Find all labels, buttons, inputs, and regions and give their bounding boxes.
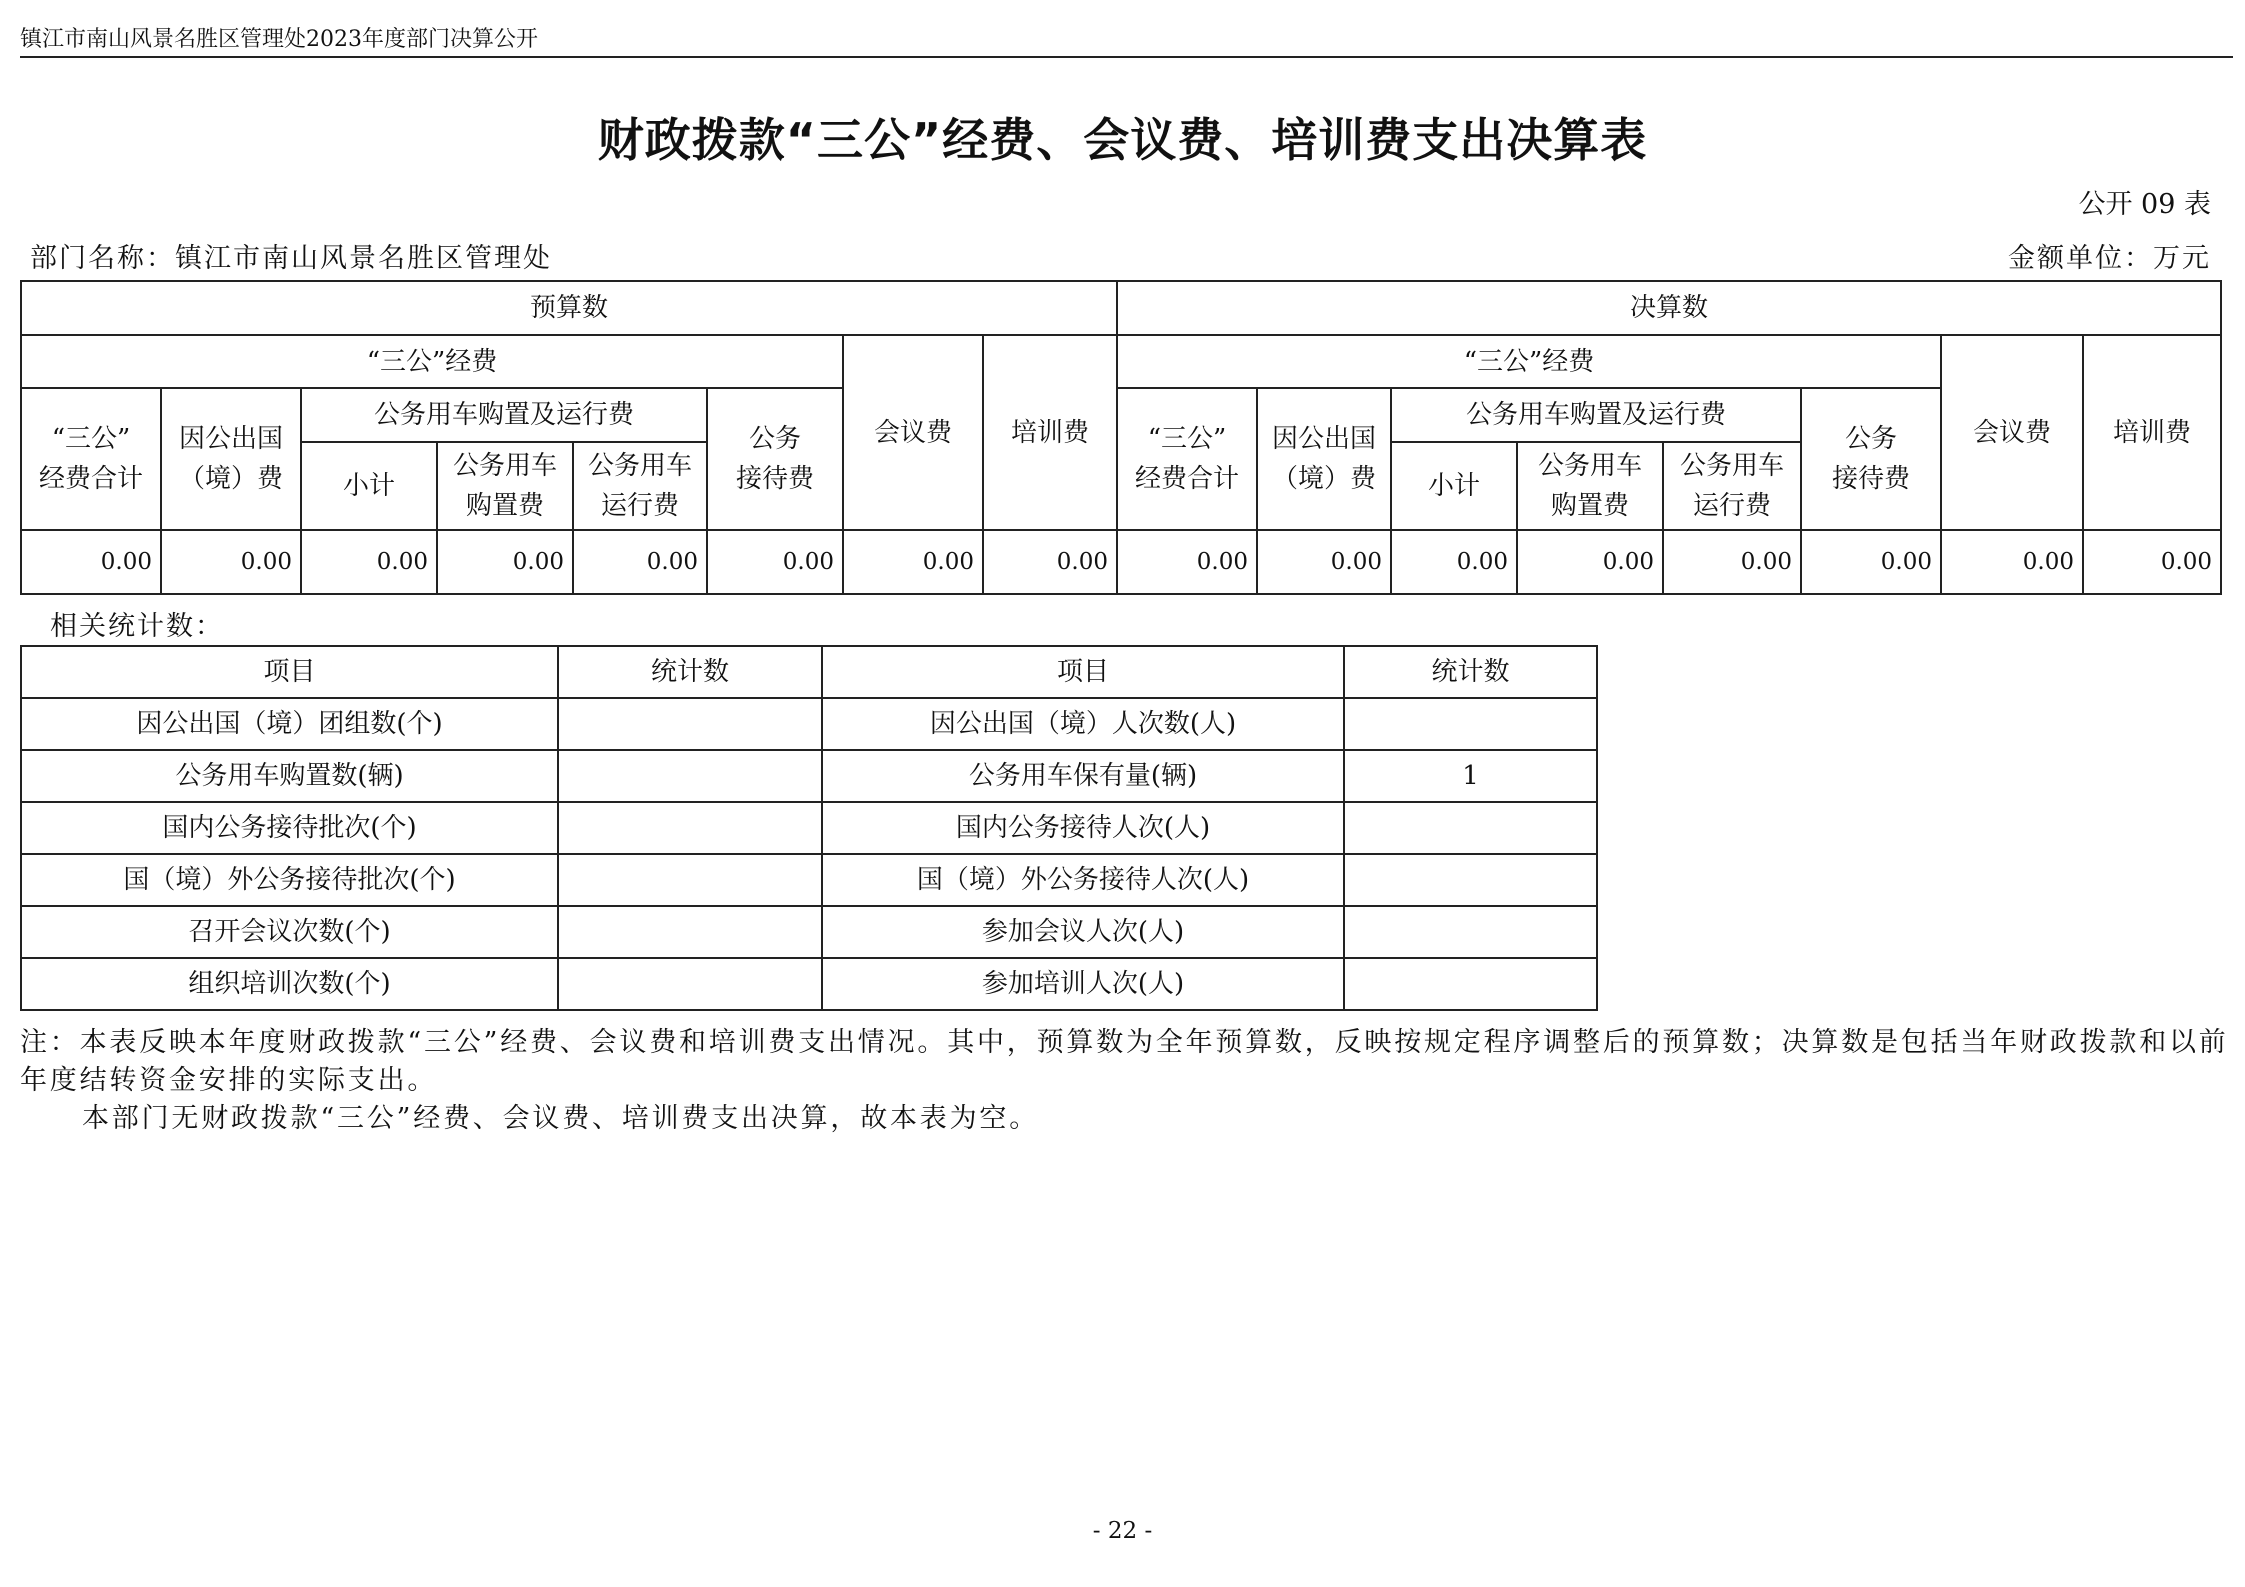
table-row [21,802,1597,854]
stat-item: 国（境）外公务接待批次(个) [21,854,558,906]
final-meeting-value: 0.00 [1941,530,2083,594]
stat-value [1344,854,1597,906]
budget-sangong-header: “三公”经费 [21,335,843,388]
budget-header: 预算数 [21,281,1117,335]
stat-item: 国（境）外公务接待人次(人) [822,854,1344,906]
page-title: 财政拨款“三公”经费、会议费、培训费支出决算表 [597,113,1648,167]
form-number: 公开 09 表 [2078,189,2211,220]
page-number: - 22 - [1092,1518,1153,1544]
final-purchase-header: 公务用车 购置费 [1517,442,1663,530]
budget-subtotal-header: 小计 [301,442,437,530]
stat-header-row [21,646,1597,698]
stat-value [558,698,822,750]
stat-value [1344,958,1597,1010]
final-total-value: 0.00 [1117,530,1257,594]
budget-vehicle-header: 公务用车购置及运行费 [301,388,707,442]
stat-header-count: 统计数 [1344,646,1597,698]
stat-header-item: 项目 [822,646,1344,698]
statistics-label: 相关统计数： [50,611,224,642]
budget-abroad-value: 0.00 [161,530,301,594]
budget-abroad-header: 因公出国 （境）费 [161,388,301,530]
budget-total-header: “三公” 经费合计 [21,388,161,530]
final-abroad-header: 因公出国 （境）费 [1257,388,1391,530]
statistics-table [20,645,1598,1011]
stat-item: 组织培训次数(个) [21,958,558,1010]
stat-header-item: 项目 [21,646,558,698]
document-header: 镇江市南山风景名胜区管理处2023年度部门决算公开 [20,27,538,52]
final-sangong-header: “三公”经费 [1117,335,1941,388]
stat-item: 国内公务接待人次(人) [822,802,1344,854]
note-explanation: 注：本表反映本年度财政拨款“三公”经费、会议费和培训费支出情况。其中，预算数为全年预算数，反映按规定程序调整后的预算数；决算数是包括当年财政拨款和以前年度结转资金安排的实际支出。 [20,1027,2229,1096]
budget-operation-value: 0.00 [573,530,707,594]
expenditure-table [20,280,2222,595]
final-reception-value: 0.00 [1801,530,1941,594]
note-empty-statement: 本部门无财政拨款“三公”经费、会议费、培训费支出决算，故本表为空。 [82,1103,1040,1134]
final-purchase-value: 0.00 [1517,530,1663,594]
table-row [21,958,1597,1010]
table-notes [20,1024,2230,1138]
stat-item: 公务用车保有量(辆) [822,750,1344,802]
stat-item: 参加会议人次(人) [822,906,1344,958]
final-vehicle-header: 公务用车购置及运行费 [1391,388,1801,442]
budget-training-value: 0.00 [983,530,1117,594]
stat-item: 国内公务接待批次(个) [21,802,558,854]
stat-value: 1 [1344,750,1597,802]
final-abroad-value: 0.00 [1257,530,1391,594]
table-row [21,698,1597,750]
final-subtotal-value: 0.00 [1391,530,1517,594]
department-name: 部门名称：镇江市南山风景名胜区管理处 [30,243,552,274]
stat-item: 因公出国（境）团组数(个) [21,698,558,750]
stat-value [558,958,822,1010]
table-row [21,906,1597,958]
stat-value [1344,802,1597,854]
stat-value [1344,906,1597,958]
budget-meeting-value: 0.00 [843,530,983,594]
stat-header-count: 统计数 [558,646,822,698]
amount-unit: 金额单位：万元 [2008,243,2211,274]
budget-training-header: 培训费 [983,335,1117,530]
budget-purchase-value: 0.00 [437,530,573,594]
final-header: 决算数 [1117,281,2221,335]
values-row [21,530,2221,594]
final-training-header: 培训费 [2083,335,2221,530]
stat-value [558,906,822,958]
table-row [21,854,1597,906]
stat-value [558,802,822,854]
stat-item: 参加培训人次(人) [822,958,1344,1010]
stat-value [1344,698,1597,750]
final-reception-header: 公务 接待费 [1801,388,1941,530]
final-meeting-header: 会议费 [1941,335,2083,530]
stat-value [558,854,822,906]
budget-subtotal-value: 0.00 [301,530,437,594]
budget-operation-header: 公务用车 运行费 [573,442,707,530]
stat-item: 公务用车购置数(辆) [21,750,558,802]
budget-reception-header: 公务 接待费 [707,388,843,530]
final-subtotal-header: 小计 [1391,442,1517,530]
table-row [21,750,1597,802]
stat-value [558,750,822,802]
stat-item: 召开会议次数(个) [21,906,558,958]
header-divider [20,56,2233,58]
final-operation-header: 公务用车 运行费 [1663,442,1801,530]
final-training-value: 0.00 [2083,530,2221,594]
final-operation-value: 0.00 [1663,530,1801,594]
budget-total-value: 0.00 [21,530,161,594]
final-total-header: “三公” 经费合计 [1117,388,1257,530]
budget-reception-value: 0.00 [707,530,843,594]
budget-meeting-header: 会议费 [843,335,983,530]
budget-purchase-header: 公务用车 购置费 [437,442,573,530]
stat-item: 因公出国（境）人次数(人) [822,698,1344,750]
